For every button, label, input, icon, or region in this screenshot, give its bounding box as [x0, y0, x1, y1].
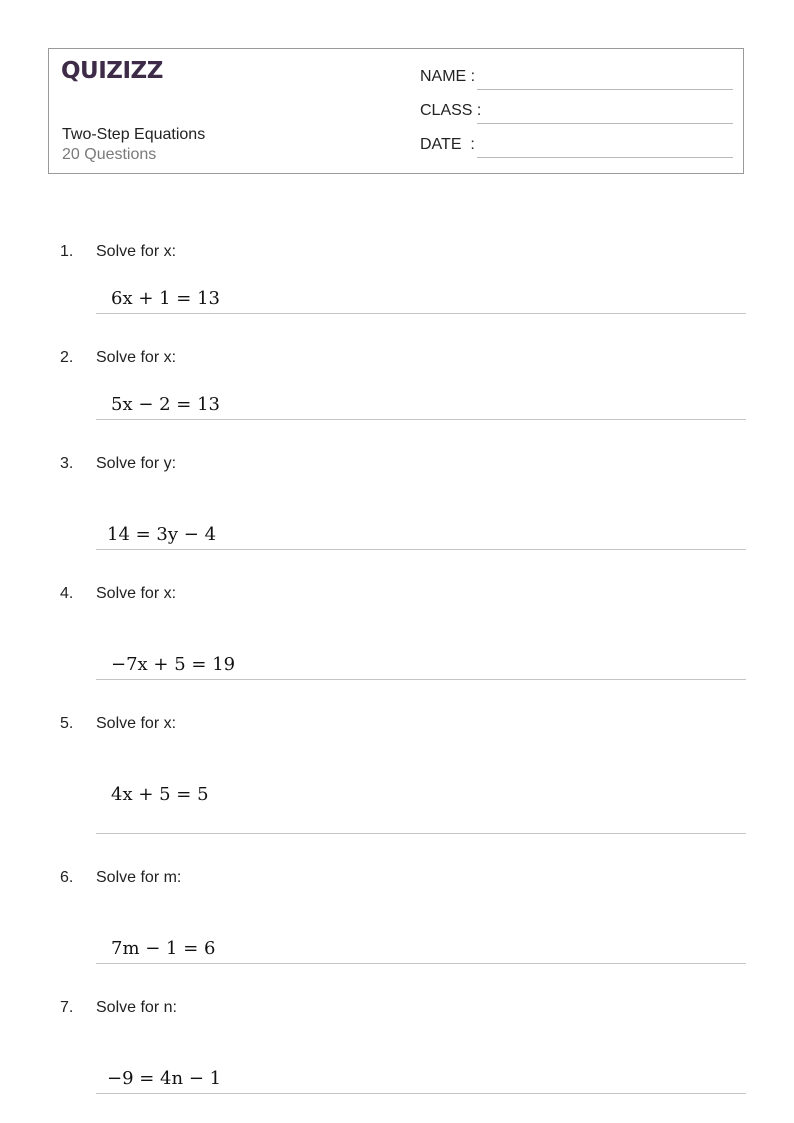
question-number: 5.: [60, 715, 74, 732]
question-number: 6.: [60, 869, 74, 886]
answer-line[interactable]: [96, 313, 746, 314]
question-equation: 6x + 1 = 13: [111, 288, 221, 309]
question-count: 20 Questions: [62, 146, 157, 163]
answer-line[interactable]: [96, 833, 746, 834]
date-write-line[interactable]: [477, 157, 733, 158]
date-label: DATE :: [420, 136, 475, 153]
class-field[interactable]: [420, 102, 733, 124]
question-prompt: Solve for m:: [96, 869, 182, 886]
question-equation: 5x − 2 = 13: [111, 394, 221, 415]
class-label: CLASS :: [420, 102, 482, 119]
name-write-line[interactable]: [477, 89, 733, 90]
question-number: 7.: [60, 999, 74, 1016]
question-prompt: Solve for x:: [96, 585, 177, 602]
question-equation: −9 = 4n − 1: [107, 1068, 222, 1089]
name-label: NAME :: [420, 68, 476, 85]
date-field[interactable]: [420, 136, 733, 158]
question-equation: 14 = 3y − 4: [107, 524, 217, 545]
question-equation: 7m − 1 = 6: [111, 938, 216, 959]
question-number: 4.: [60, 585, 74, 602]
question-number: 1.: [60, 243, 74, 260]
class-write-line[interactable]: [477, 123, 733, 124]
answer-line[interactable]: [96, 1093, 746, 1094]
question-number: 3.: [60, 455, 74, 472]
question-prompt: Solve for x:: [96, 349, 177, 366]
quizizz-logo: QUIZIZZ: [61, 58, 163, 84]
question-prompt: Solve for x:: [96, 243, 177, 260]
question-prompt: Solve for x:: [96, 715, 177, 732]
answer-line[interactable]: [96, 679, 746, 680]
name-field[interactable]: [420, 68, 733, 90]
question-prompt: Solve for n:: [96, 999, 177, 1016]
question-prompt: Solve for y:: [96, 455, 177, 472]
answer-line[interactable]: [96, 549, 746, 550]
question-equation: 4x + 5 = 5: [111, 784, 209, 805]
answer-line[interactable]: [96, 963, 746, 964]
question-equation: −7x + 5 = 19: [111, 654, 236, 675]
question-number: 2.: [60, 349, 74, 366]
worksheet-title: Two-Step Equations: [62, 126, 206, 143]
answer-line[interactable]: [96, 419, 746, 420]
